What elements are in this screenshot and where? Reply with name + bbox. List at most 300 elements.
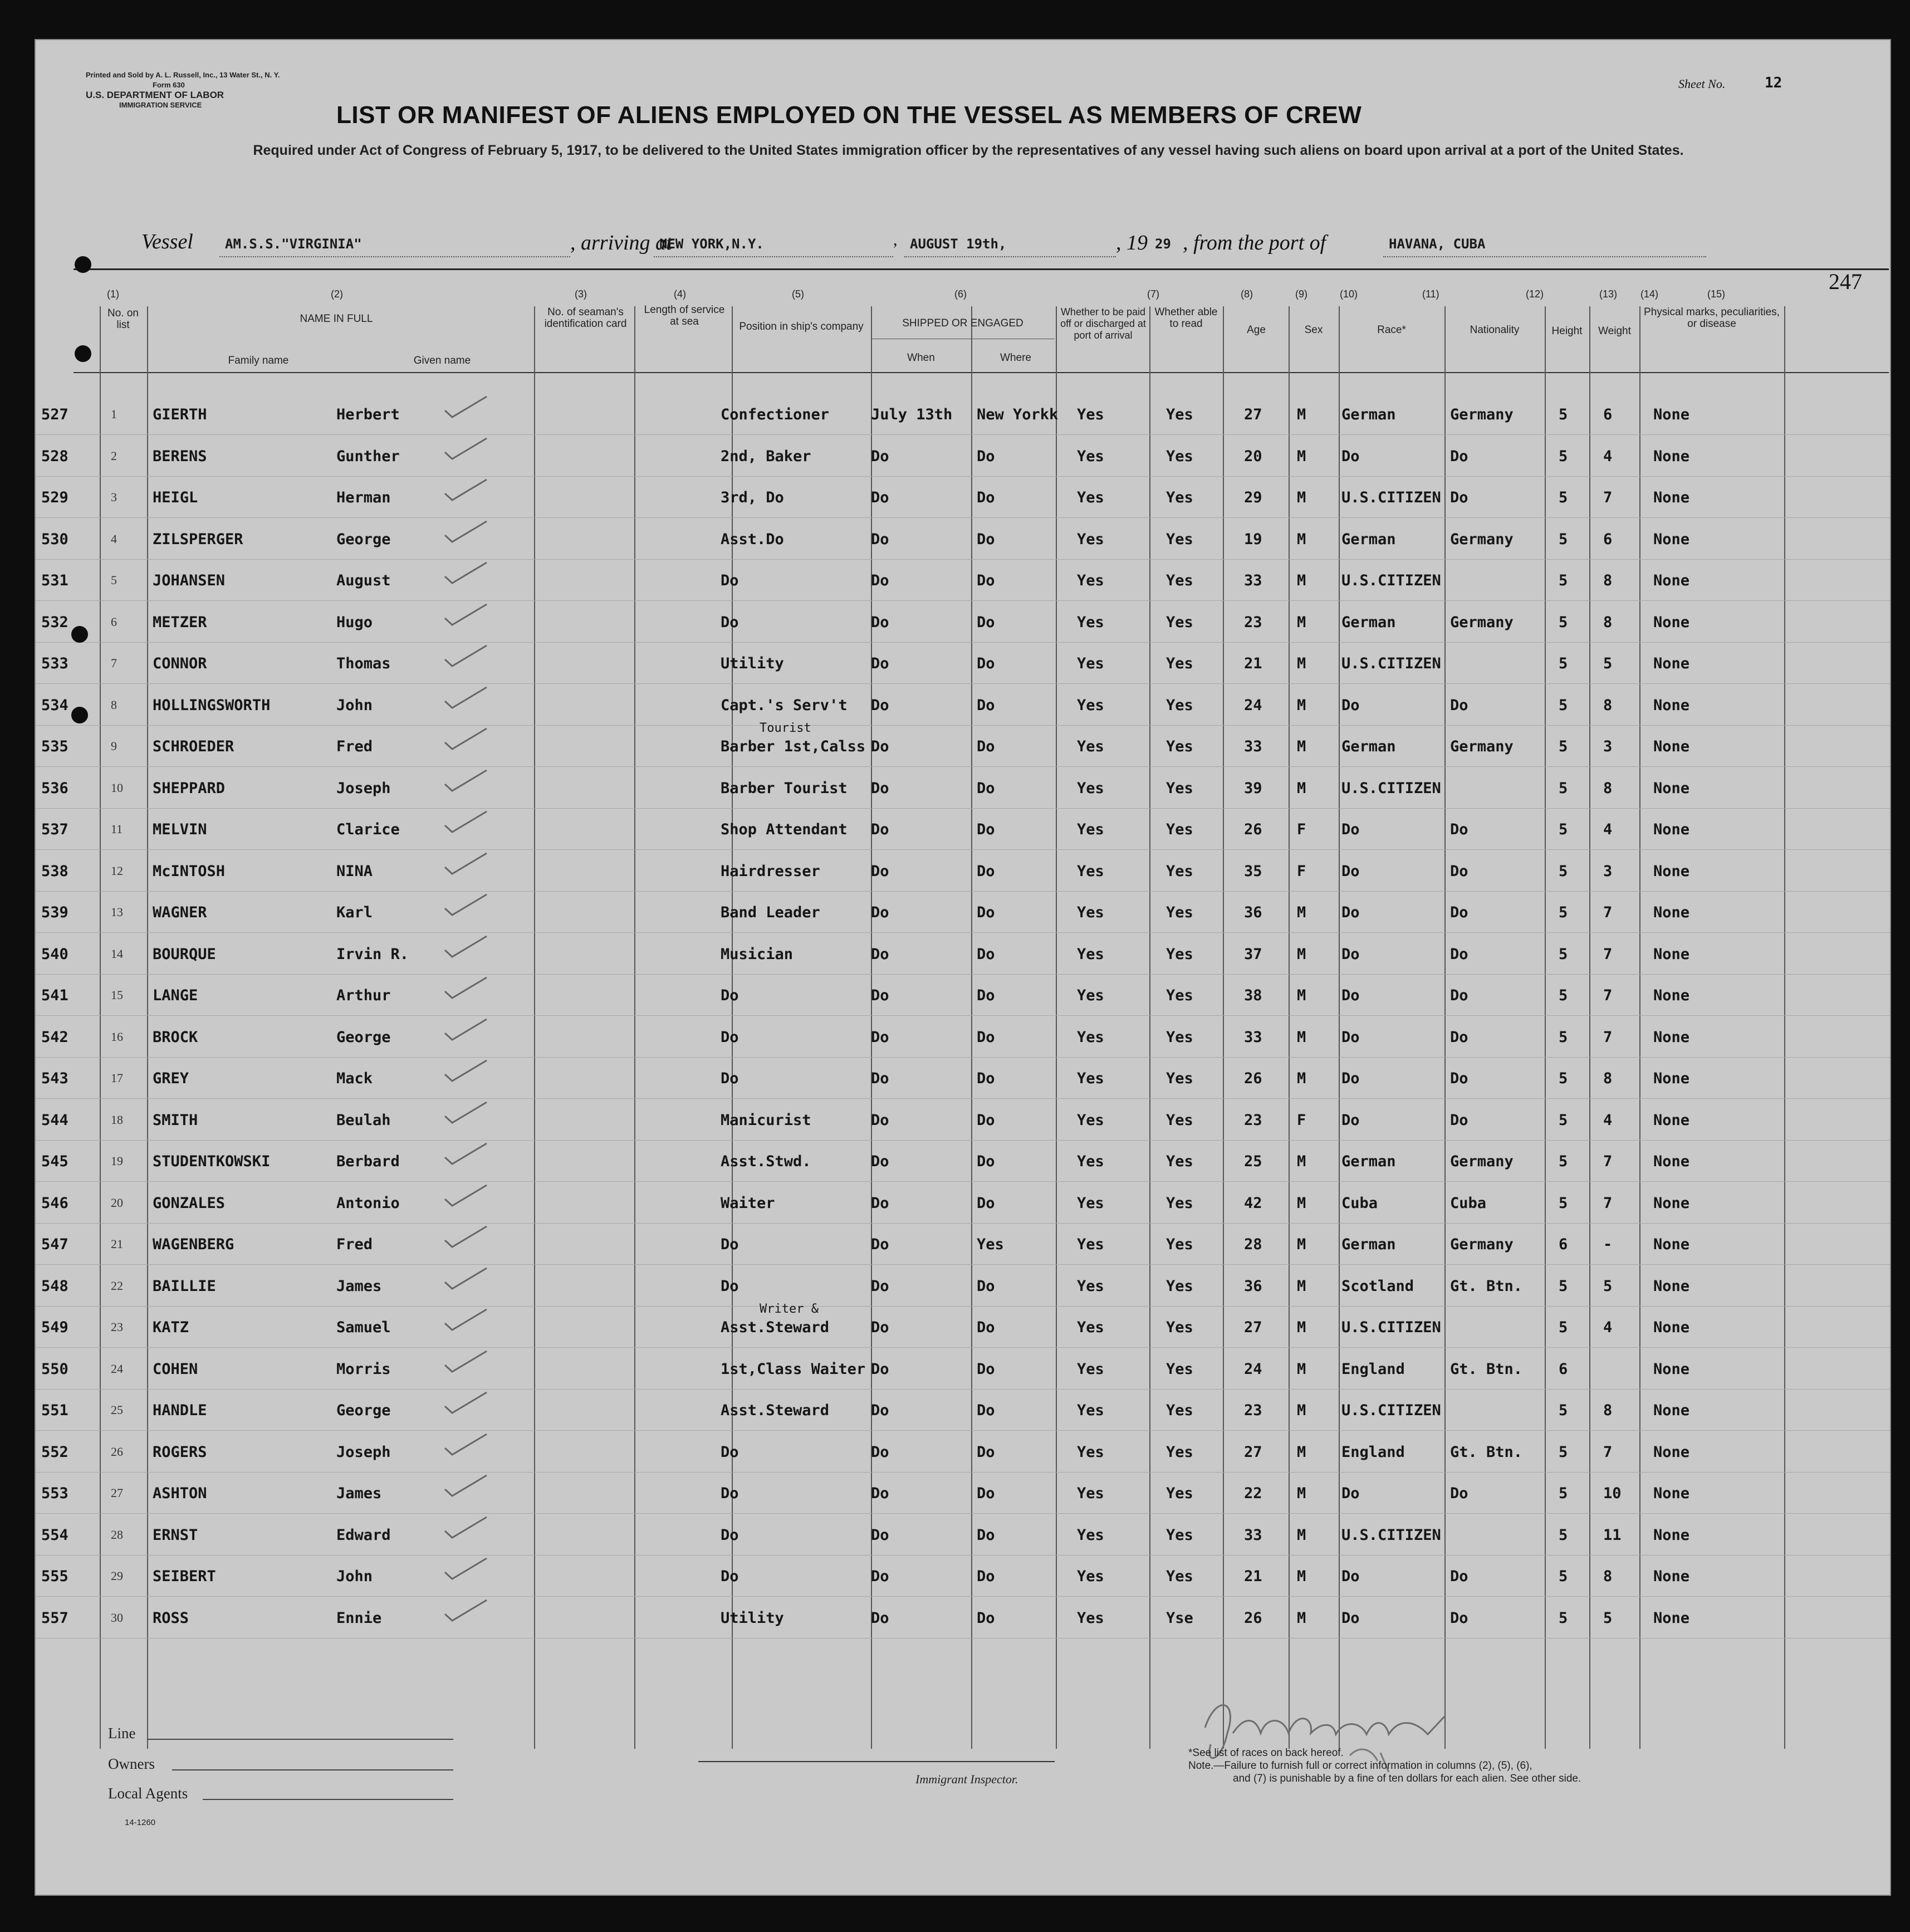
height: 5 [1559,779,1568,797]
col2-header: NAME IN FULL [300,313,373,325]
sex: M [1297,904,1306,921]
row-reference: 536 [41,779,68,797]
row-reference: 541 [41,987,68,1004]
able-to-read: Yes [1166,1568,1193,1585]
weight: 10 [1603,1485,1622,1502]
row-reference: 548 [41,1277,68,1295]
height: 5 [1559,1485,1568,1502]
sex: M [1297,779,1306,797]
shipped-when: Do [871,1402,889,1419]
family-name: GONZALES [153,1194,226,1212]
paid-off: Yes [1077,1443,1104,1461]
height: 5 [1559,1609,1568,1627]
row-number: 22 [111,1278,123,1293]
family-name: MELVIN [153,821,207,838]
shipped-when: Do [871,1153,889,1170]
family-name: BERENS [153,447,207,465]
physical-marks: None [1653,1319,1690,1336]
sheet-number: 12 [1765,75,1782,91]
race: Cuba [1341,1194,1378,1212]
physical-marks: None [1653,1609,1690,1627]
paid-off: Yes [1077,489,1104,506]
sex: M [1297,1485,1306,1502]
year-suffix: 29 [1155,236,1171,252]
line-field [147,1739,453,1740]
weight: 7 [1603,1194,1613,1212]
check-mark-icon [442,684,492,712]
given-name: August [336,572,391,589]
shipped-when: Do [871,987,889,1004]
paid-off: Yes [1077,1153,1104,1170]
race: England [1341,1443,1405,1461]
sex: M [1297,1568,1306,1585]
paid-off: Yes [1077,1028,1104,1046]
weight: 7 [1603,945,1613,963]
physical-marks: None [1653,862,1690,880]
weight: 7 [1603,1153,1613,1170]
nationality: Do [1450,696,1468,714]
table-row [36,601,1890,643]
height: 5 [1559,1111,1568,1129]
binder-hole [71,626,88,643]
race: Scotland [1341,1277,1414,1295]
family-name: CONNOR [153,655,207,672]
paid-off: Yes [1077,572,1104,589]
col8-number: (8) [1241,288,1253,300]
shipped-where: Do [977,489,995,506]
physical-marks: None [1653,1028,1690,1046]
weight: 8 [1603,613,1613,631]
paid-off: Yes [1077,1111,1104,1129]
weight: 7 [1603,904,1613,921]
table-row [36,519,1890,560]
check-mark-icon [442,601,492,629]
row-number: 21 [111,1237,123,1251]
height: 5 [1559,1402,1568,1419]
table-row [36,1016,1890,1058]
row-reference: 542 [41,1028,68,1046]
shipped-when: Do [871,1609,889,1627]
position: Asst.Do [721,530,784,548]
position: Do [721,1028,739,1046]
given-name: Morris [336,1360,391,1378]
age: 33 [1244,1526,1262,1544]
shipped-when: Do [871,1443,889,1461]
given-name: John [336,696,373,714]
row-number: 29 [111,1569,123,1583]
weight: 6 [1603,406,1613,423]
family-name: SCHROEDER [153,738,234,755]
able-to-read: Yes [1166,862,1193,880]
col9-number: (9) [1295,288,1307,300]
page-number: 247 [1829,269,1862,294]
row-number: 13 [111,905,123,919]
check-mark-icon [442,1597,492,1625]
header-bottom-rule [74,372,1889,373]
shipped-when: Do [871,1319,889,1336]
position: Asst.Steward [721,1319,830,1336]
given-name: Hugo [336,613,373,631]
weight: 8 [1603,1402,1613,1419]
col10-number: (10) [1340,288,1358,300]
race: U.S.CITIZEN [1341,1402,1441,1419]
given-name: Karl [336,904,373,921]
position: Shop Attendant [721,821,848,838]
age: 23 [1244,1111,1262,1129]
sex: M [1297,1319,1306,1336]
table-row [36,892,1890,933]
sheet-number-label: Sheet No. [1678,77,1726,91]
race: Do [1341,821,1360,838]
shipped-where: Do [977,779,995,797]
physical-marks: None [1653,1194,1690,1212]
age: 27 [1244,406,1262,423]
age: 26 [1244,1609,1262,1627]
race: England [1341,1360,1405,1378]
col6-header: SHIPPED OR ENGAGED [902,317,1023,329]
race: Do [1341,696,1360,714]
age: 38 [1244,987,1262,1004]
given-name: George [336,530,391,548]
col13-header: Height [1551,325,1583,337]
weight: - [1603,1236,1613,1253]
race: Do [1341,945,1360,963]
physical-marks: None [1653,738,1690,755]
able-to-read: Yes [1166,1443,1193,1461]
races-note: *See list of races on back hereof. [1188,1747,1344,1759]
family-name: HOLLINGSWORTH [153,696,271,714]
paid-off: Yes [1077,696,1104,714]
race: German [1341,613,1396,631]
nationality: Germany [1450,1236,1514,1253]
race: U.S.CITIZEN [1341,572,1441,589]
able-to-read: Yes [1166,572,1193,589]
family-name: HANDLE [153,1402,207,1419]
shipped-when: Do [871,945,889,963]
col6-when-header: When [907,352,935,364]
shipped-where: Do [977,696,995,714]
able-to-read: Yes [1166,1526,1193,1544]
position: Musician [721,945,794,963]
shipped-where: Do [977,1485,995,1502]
row-reference: 530 [41,530,68,548]
weight: 8 [1603,1070,1613,1087]
race: U.S.CITIZEN [1341,489,1441,506]
shipped-when: Do [871,696,889,714]
row-reference: 532 [41,613,68,631]
row-reference: 533 [41,655,68,672]
height: 5 [1559,530,1568,548]
sex: M [1297,1277,1306,1295]
physical-marks: None [1653,1402,1690,1419]
shipped-where: Do [977,904,995,921]
given-name: Fred [336,738,373,755]
family-name: ZILSPERGER [153,530,243,548]
binder-hole [75,345,91,362]
shipped-when: Do [871,738,889,755]
shipped-when: Do [871,447,889,465]
family-name: SHEPPARD [153,779,226,797]
weight: 8 [1603,572,1613,589]
table-row [36,1514,1890,1556]
row-number: 8 [111,697,117,712]
paid-off: Yes [1077,904,1104,921]
check-mark-icon [442,1431,492,1459]
row-number: 1 [111,407,117,421]
shipped-where: Do [977,1070,995,1087]
family-name: JOHANSEN [153,572,226,589]
sex: M [1297,738,1306,755]
col7-header: Whether to be paid off or discharged at port of arrival [1060,306,1146,341]
shipped-where: Do [977,530,995,548]
nationality: Germany [1450,530,1514,548]
family-name: SMITH [153,1111,198,1129]
family-name: ASHTON [153,1485,207,1502]
table-row [36,684,1890,726]
height: 5 [1559,1028,1568,1046]
weight: 3 [1603,862,1613,880]
shipped-when: Do [871,1277,889,1295]
able-to-read: Yes [1166,738,1193,755]
given-name: Irvin R. [336,945,409,963]
row-reference: 539 [41,904,68,921]
able-to-read: Yes [1166,1028,1193,1046]
race: German [1341,530,1396,548]
owners-label: Owners [108,1755,155,1772]
table-row [36,933,1890,975]
printer-imprint [86,70,280,110]
weight: 11 [1603,1526,1622,1544]
row-number: 12 [111,863,123,878]
nationality: Do [1450,1609,1468,1627]
able-to-read: Yes [1166,530,1193,548]
shipped-when: July 13th [871,406,953,423]
row-reference: 553 [41,1485,68,1502]
able-to-read: Yes [1166,489,1193,506]
physical-marks: None [1653,1153,1690,1170]
able-to-read: Yes [1166,779,1193,797]
shipped-when: Do [871,613,889,631]
check-mark-icon [442,1390,492,1417]
shipped-where: Do [977,655,995,672]
sex: M [1297,1360,1306,1378]
nationality: Gt. Btn. [1450,1360,1523,1378]
arrival-date: AUGUST 19th, [910,236,1007,252]
from-port-label: , from the port of [1183,231,1326,255]
row-number: 7 [111,656,117,670]
given-name: James [336,1485,382,1502]
shipped-when: Do [871,572,889,589]
height: 5 [1559,1443,1568,1461]
penalty-note: Note.—Failure to furnish full or correct information in columns (2), (5), (6), [1188,1760,1532,1772]
age: 29 [1244,489,1262,506]
height: 5 [1559,1277,1568,1295]
given-name: Antonio [336,1194,400,1212]
table-row [36,1597,1890,1638]
row-reference: 554 [41,1526,68,1544]
position-note: Tourist [760,721,811,735]
row-reference: 535 [41,738,68,755]
able-to-read: Yes [1166,696,1193,714]
position: Manicurist [721,1111,811,1129]
given-name: James [336,1277,382,1295]
physical-marks: None [1653,696,1690,714]
table-row [36,1182,1890,1224]
able-to-read: Yes [1166,1402,1193,1419]
sex: M [1297,1028,1306,1046]
col7-number: (7) [1147,288,1159,300]
shipped-where: Do [977,1028,995,1046]
weight: 8 [1603,779,1613,797]
check-mark-icon [442,519,492,546]
row-number: 28 [111,1527,123,1542]
row-reference: 544 [41,1111,68,1129]
paid-off: Yes [1077,1402,1104,1419]
able-to-read: Yes [1166,406,1193,423]
sex: F [1297,862,1306,880]
shipped-when: Do [871,1070,889,1087]
manifest-sheet [35,39,1891,1896]
shipped-where: Do [977,945,995,963]
given-name: Herbert [336,406,400,423]
family-name: BOURQUE [153,945,216,963]
shipped-when: Do [871,862,889,880]
weight: 5 [1603,655,1613,672]
weight: 6 [1603,530,1613,548]
sex: M [1297,945,1306,963]
age: 24 [1244,1360,1262,1378]
service-name: IMMIGRATION SERVICE [119,101,202,109]
col9-header: Age [1247,324,1266,336]
row-reference: 547 [41,1236,68,1253]
sex: M [1297,572,1306,589]
height: 5 [1559,1194,1568,1212]
family-name: ERNST [153,1526,198,1544]
table-row [36,975,1890,1016]
weight: 4 [1603,447,1613,465]
header-top-rule [74,268,1889,270]
family-name: WAGENBERG [153,1236,234,1253]
able-to-read: Yes [1166,655,1193,672]
col15-number: (15) [1707,288,1726,300]
check-mark-icon [442,850,492,878]
row-number: 10 [111,780,123,795]
arrival-port-line [654,255,893,257]
height: 5 [1559,862,1568,880]
physical-marks: None [1653,530,1690,548]
col5-number: (5) [792,288,804,300]
nationality: Do [1450,862,1468,880]
table-row [36,850,1890,892]
shipped-where: Do [977,821,995,838]
given-name: George [336,1028,391,1046]
sex: M [1297,1194,1306,1212]
row-number: 20 [111,1195,123,1210]
paid-off: Yes [1077,1360,1104,1378]
row-reference: 557 [41,1609,68,1627]
family-name: STUDENTKOWSKI [153,1153,271,1170]
check-mark-icon [442,1307,492,1334]
nationality: Germany [1450,1153,1514,1170]
row-reference: 549 [41,1319,68,1336]
race: Do [1341,1111,1360,1129]
col14-number: (14) [1640,288,1659,300]
local-agents-label: Local Agents [108,1785,188,1802]
race: Do [1341,987,1360,1004]
family-name: BROCK [153,1028,198,1046]
paid-off: Yes [1077,406,1104,423]
col3-header: No. of seaman's identification card [544,306,627,330]
paid-off: Yes [1077,1319,1104,1336]
col2-family-header: Family name [228,355,289,366]
age: 39 [1244,779,1262,797]
department-name: U.S. DEPARTMENT OF LABOR [86,90,224,100]
paid-off: Yes [1077,613,1104,631]
height: 5 [1559,987,1568,1004]
position: Do [721,1526,739,1544]
race: Do [1341,904,1360,921]
family-name: McINTOSH [153,862,226,880]
race: Do [1341,447,1360,465]
race: Do [1341,1485,1360,1502]
table-row [36,1265,1890,1307]
weight: 7 [1603,987,1613,1004]
able-to-read: Yes [1166,1194,1193,1212]
given-name: Gunther [336,447,400,465]
given-name: Thomas [336,655,391,672]
shipped-when: Do [871,489,889,506]
paid-off: Yes [1077,1194,1104,1212]
table-row [36,1390,1890,1431]
position: Band Leader [721,904,820,921]
family-name: GREY [153,1070,189,1087]
height: 5 [1559,1319,1568,1336]
sex: M [1297,613,1306,631]
col4-header: Length of service at sea [644,304,725,327]
row-number: 23 [111,1320,123,1334]
shipped-where: Yes [977,1236,1004,1253]
sex: M [1297,987,1306,1004]
able-to-read: Yes [1166,1319,1193,1336]
shipped-where: Do [977,1568,995,1585]
given-name: Joseph [336,1443,391,1461]
arrival-date-line [904,255,1116,257]
family-name: METZER [153,613,207,631]
race: U.S.CITIZEN [1341,779,1441,797]
check-mark-icon [442,560,492,588]
weight: 3 [1603,738,1613,755]
col8-header: Whether able to read [1154,306,1218,330]
table-row [36,809,1890,850]
paid-off: Yes [1077,655,1104,672]
row-number: 24 [111,1361,123,1376]
inspector-signature-line [698,1761,1055,1762]
shipped-where: Do [977,738,995,755]
physical-marks: None [1653,779,1690,797]
inspector-label: Immigrant Inspector. [915,1772,1018,1786]
form-number: Form 630 [153,81,185,89]
able-to-read: Yes [1166,1360,1193,1378]
age: 28 [1244,1236,1262,1253]
paid-off: Yes [1077,530,1104,548]
weight: 4 [1603,1319,1613,1336]
sex: F [1297,1111,1306,1129]
col12-header: Nationality [1470,324,1520,336]
family-name: ROSS [153,1609,189,1627]
table-row [36,721,1890,767]
height: 5 [1559,406,1568,423]
shipped-where: New Yorkk [977,406,1059,423]
